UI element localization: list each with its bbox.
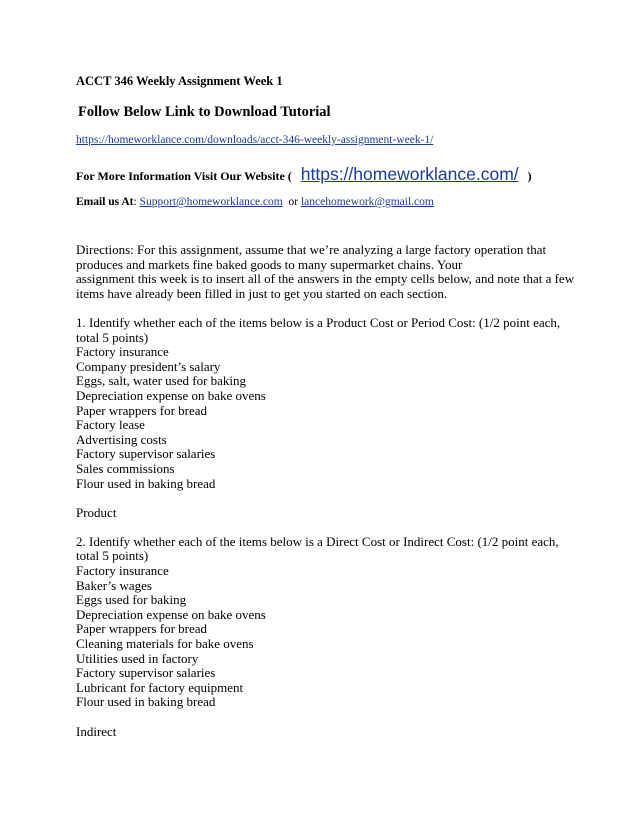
list-item: Depreciation expense on bake ovens (76, 606, 266, 622)
list-item: Eggs, salt, water used for baking (76, 373, 247, 389)
directions-line: produces and markets fine baked goods to many supermarket chains. Your (76, 256, 463, 272)
directions-line: items have already been filled in just to get you started on each section. (76, 285, 448, 301)
question-2-line: total 5 points) (76, 548, 149, 564)
directions-line: Directions: For this assignment, assume that we’re analyzing a large factory operation that (76, 242, 547, 257)
list-item: Advertising costs (76, 431, 167, 447)
list-item: Factory supervisor salaries (76, 665, 216, 681)
website-link[interactable]: https://homeworklance.com/ (300, 164, 519, 184)
list-item: Utilities used in factory (76, 650, 199, 666)
directions-paragraph (76, 243, 596, 301)
list-item: Depreciation expense on bake ovens (76, 387, 266, 403)
question-1-line: total 5 points) (76, 329, 149, 345)
list-item: Flour used in baking bread (76, 475, 216, 491)
email-colon: : (133, 196, 137, 208)
list-item: Paper wrappers for bread (76, 402, 208, 418)
question-1-line: 1. Identify whether each of the items below is a Product Cost or Period Cost: (1/2 point each, (76, 314, 561, 330)
more-info-row (76, 162, 532, 188)
list-item: Factory insurance (76, 344, 169, 360)
directions-line: assignment this week is to insert all of the answers in the empty cells below, and note that a few (76, 271, 575, 287)
list-item: Lubricant for factory equipment (76, 679, 244, 695)
section-1-answer: Product (76, 504, 117, 520)
support-email-link[interactable]: Support@homeworklance.com (139, 196, 283, 208)
list-item: Baker’s wages (76, 577, 152, 593)
email-row (76, 196, 434, 208)
section-2 (76, 535, 596, 739)
email-label: Email us At (76, 196, 134, 208)
tutorial-link-row (76, 134, 433, 146)
list-item: Factory lease (76, 417, 145, 433)
secondary-email-link[interactable]: lancehomework@gmail.com (300, 196, 434, 208)
list-item: Sales commissions (76, 460, 175, 476)
section-2-answer: Indirect (76, 723, 117, 739)
assignment-body (76, 243, 596, 739)
list-item: Company president’s salary (76, 358, 221, 374)
email-or: or (288, 196, 299, 208)
list-item: Flour used in baking bread (76, 694, 216, 710)
section-1 (76, 316, 596, 520)
list-item: Eggs used for baking (76, 592, 187, 608)
more-info-label: For More Information Visit Our Website ( (76, 169, 292, 183)
question-2-line: 2. Identify whether each of the items below is a Direct Cost or Indirect Cost: (1/2 point each, (76, 533, 559, 549)
list-item: Factory supervisor salaries (76, 446, 216, 462)
list-item: Paper wrappers for bread (76, 621, 208, 637)
tutorial-link[interactable]: https://homeworklance.com/downloads/acct-346-weekly-assignment-week-1/ (76, 134, 434, 146)
follow-heading: Follow Below Link to Download Tutorial (78, 104, 331, 120)
list-item: Cleaning materials for bake ovens (76, 636, 254, 652)
more-info-close: ) (527, 169, 532, 183)
list-item: Factory insurance (76, 563, 169, 579)
course-title: ACCT 346 Weekly Assignment Week 1 (76, 74, 283, 88)
